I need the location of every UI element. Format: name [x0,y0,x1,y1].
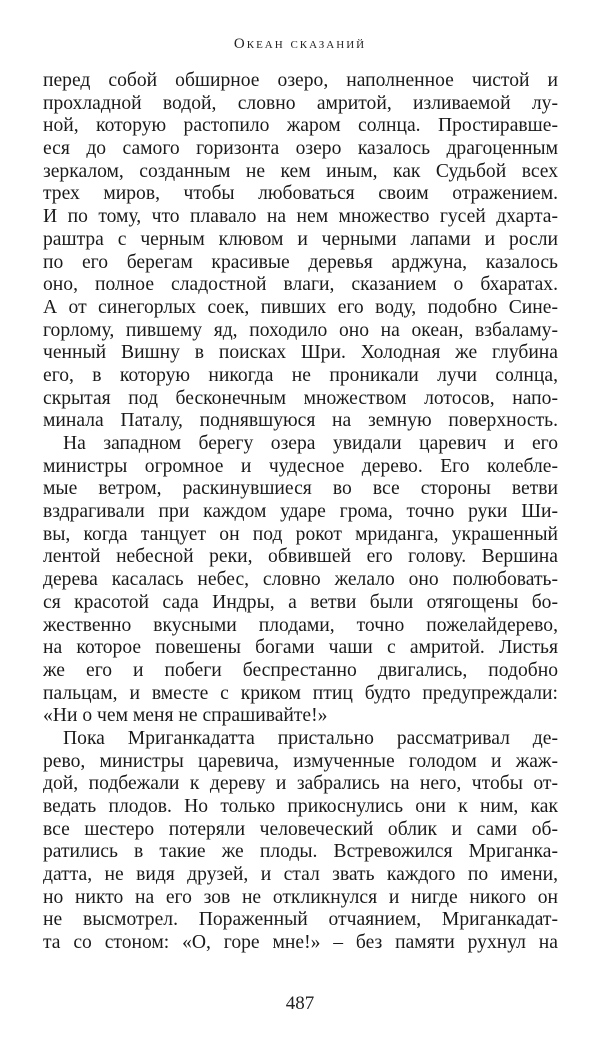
text-line: перед собой обширное озеро, наполненное чистой и [43,70,558,91]
text-line: на которое повешены богами чаши с амритой. Листья [43,637,558,659]
text-line: А от синегорлых соек, пивших его воду, подобно Сине- [43,296,558,318]
text-line: же его и побеги беспрестанно двигались, подобно [43,659,558,681]
running-head: Океан сказаний [233,36,367,52]
text-line: по его берегам красивые деревья арджуна, казалось [43,251,558,273]
text-line: министры огромное и чудесное дерево. Его колебле- [43,455,558,477]
text-line: «Ни о чем меня не спрашивайте!» [43,705,328,727]
text-line: оно, полное сладостной влаги, сказанием о бхаратах. [43,274,558,296]
text-line: ной, которую растопило жаром солнца. Простиравше- [43,115,558,137]
text-line: зеркалом, созданным не кем иным, как Судьбой всех [43,160,558,182]
text-line: горлому, пившему яд, походило оно на океан, взбаламу- [43,319,558,341]
text-line: скрытая под бесконечным множеством лотосов, напо- [43,387,558,409]
text-line: не высмотрел. Пораженный отчаянием, Мриганкадат- [43,909,558,931]
paragraph-first-line: Пока Мриганкадатта пристально рассматривал де- [63,727,558,749]
text-line: вздрагивали при каждом ударе грома, точно руки Ши- [43,501,558,523]
text-line: минала Паталу, поднявшуюся на земную поверхность. [43,410,558,432]
body-text [43,70,558,955]
text-line: ченный Вишну в поисках Шри. Холодная же глубина [43,342,558,364]
text-line: его, в которую никогда не проникали лучи солнца, [43,364,558,386]
text-line: И по тому, что плавало на нем множество гусей дхарта- [43,206,558,228]
text-line: трех миров, чтобы любоваться своим отражением. [43,183,558,205]
text-line: лентой небесной реки, обвившей его голову. Вершина [43,546,558,568]
text-line: мые ветром, раскинувшиеся во все стороны ветви [43,478,558,500]
text-line: ратились в такие же плоды. Встревожился Мриганка- [43,841,558,863]
text-line: рево, министры царевича, измученные голодом и жаж- [43,750,558,772]
text-line: вы, когда танцует он под рокот мриданга, украшенный [43,523,558,545]
text-line: дерева касалась небес, словно желало оно полюбовать- [43,569,558,591]
paragraph-first-line: На западном берегу озера увидали царевич и его [63,433,558,454]
text-line: прохладной водой, словно амритой, изливаемой лу- [43,92,558,114]
text-line: все шестеро потеряли человеческий облик и сами об- [43,818,558,840]
text-line: жественно вкусными плодами, точно пожелайдерево, [43,614,558,636]
text-line: раштра с черным клювом и черными лапами и росли [43,228,558,250]
text-line: ведать плодов. Но только прикоснулись они к ним, как [43,796,558,817]
text-line: дой, подбежали к дереву и забрались на него, чтобы от- [43,773,558,795]
text-line: та со стоном: «О, горе мне!» – без памяти рухнул на [43,932,558,954]
page-number: 487 [285,993,315,1014]
text-line: но никто на его зов не откликнулся и нигде никого он [43,886,558,908]
text-line: ся красотой сада Индры, а ветви были отягощены бо- [43,591,558,613]
text-line: пальцам, и вместе с криком птиц будто предупреждали: [43,682,558,704]
text-line: еся до самого горизонта озеро казалось драгоценным [43,138,558,160]
text-line: датта, не видя друзей, и стал звать каждого по имени, [43,864,558,886]
